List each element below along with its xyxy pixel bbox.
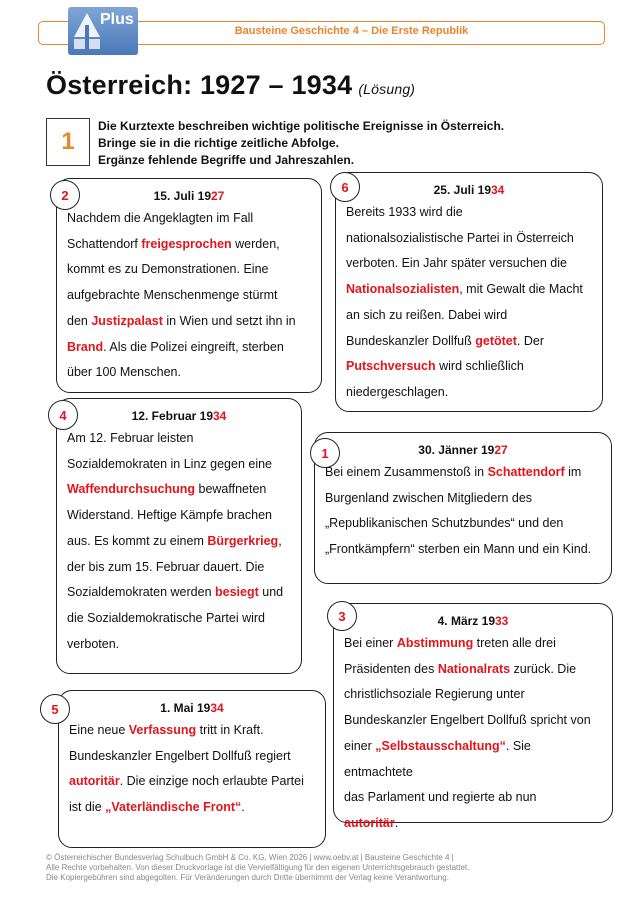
answer-term: Nationalsozialisten	[346, 282, 460, 297]
card-text	[315, 460, 611, 563]
answer-term: autoritär	[69, 774, 120, 789]
page-title-text: Österreich: 1927 – 1934	[46, 70, 353, 100]
answer-term: Schattendorf	[487, 465, 565, 479]
answer-term: „Vaterländische Front“	[105, 800, 242, 815]
text-segment: Sozialdemokraten in Linz gegen eine	[67, 456, 272, 471]
text-segment: aus. Es kommt zu einem	[67, 533, 208, 548]
event-card-1927-july	[56, 178, 322, 393]
text-segment: Bereits 1933 wird die	[346, 205, 463, 219]
card-line	[69, 718, 315, 744]
card-line	[69, 744, 315, 770]
text-segment: bewaffneten	[195, 482, 267, 497]
card-line	[67, 257, 311, 283]
text-segment: nationalsozialistische Partei in Österreich	[346, 230, 574, 245]
date-suffix: 27	[494, 443, 508, 457]
text-segment: Bei einer	[344, 636, 397, 650]
text-segment: einer	[344, 738, 376, 753]
card-line	[67, 529, 291, 555]
text-segment: an sich zu reißen. Dabei wird	[346, 307, 508, 322]
date-prefix: 15. Juli 19	[153, 189, 211, 203]
card-line	[346, 251, 592, 277]
card-text	[57, 426, 301, 657]
instruction-line: Ergänze fehlende Begriffe und Jahreszahlen.	[98, 153, 355, 167]
card-line	[67, 555, 291, 581]
triangle-logo-icon	[72, 11, 102, 51]
text-segment: kommt es zu Demonstrationen. Eine	[67, 262, 269, 277]
date-suffix: 27	[211, 189, 225, 203]
card-line	[67, 503, 291, 529]
card-text	[59, 718, 325, 821]
date-prefix: 30. Jänner 19	[418, 443, 495, 457]
text-segment: das Parlament und regierte ab nun	[344, 790, 537, 805]
text-segment: verboten.	[67, 636, 120, 651]
card-line	[67, 452, 291, 478]
text-segment: ,	[278, 533, 282, 548]
text-segment: tritt in Kraft.	[196, 723, 264, 737]
text-segment: .	[394, 815, 399, 830]
text-segment: ist die	[69, 800, 106, 815]
card-date	[59, 701, 325, 715]
card-line	[346, 354, 592, 380]
page-title	[46, 70, 415, 101]
card-line	[67, 283, 311, 309]
text-segment: Sozialdemokraten werden	[67, 585, 215, 600]
card-line	[67, 309, 311, 335]
card-line	[67, 232, 311, 258]
answer-term: freigesprochen	[141, 236, 232, 251]
card-date	[336, 183, 602, 197]
text-segment: Bundeskanzler Engelbert Dollfuß spricht von	[344, 713, 591, 728]
answer-term: Verfassung	[128, 723, 197, 737]
card-text	[336, 200, 602, 406]
date-prefix: 25. Juli 19	[433, 183, 491, 197]
card-line	[67, 606, 291, 632]
text-segment: treten alle drei	[473, 636, 556, 650]
text-segment: , mit Gewalt die Macht	[459, 282, 583, 297]
card-line	[325, 537, 601, 563]
text-segment: . Die einzige noch erlaubte Partei	[119, 774, 304, 789]
card-line	[344, 811, 602, 837]
card-line	[67, 335, 311, 361]
text-segment: die Sozialdemokratische Partei wird	[67, 610, 266, 625]
date-prefix: 12. Februar 19	[131, 409, 213, 423]
text-segment: verboten. Ein Jahr später versuchen die	[346, 256, 567, 271]
order-badge: 1	[310, 438, 340, 468]
card-line	[67, 426, 291, 452]
event-card-1933-march	[333, 603, 613, 830]
card-line	[67, 360, 311, 386]
text-segment: christlichsoziale Regierung unter	[344, 687, 525, 702]
card-line	[344, 708, 602, 734]
card-line	[344, 682, 602, 708]
answer-term: besiegt	[215, 585, 259, 600]
answer-term: Putschversuch	[346, 359, 436, 374]
card-line	[325, 460, 601, 486]
order-badge: 3	[327, 601, 357, 631]
text-segment: Burgenland zwischen Mitgliedern des	[325, 490, 533, 505]
header-title: Bausteine Geschichte 4 – Die Erste Republik	[234, 25, 469, 37]
date-suffix: 34	[210, 701, 224, 715]
answer-term: getötet	[475, 333, 517, 348]
task-instructions	[98, 118, 504, 169]
card-line	[69, 795, 315, 821]
card-line	[346, 380, 592, 406]
card-line	[346, 200, 592, 226]
text-segment: und	[258, 585, 284, 600]
card-line	[346, 303, 592, 329]
instruction-line: Die Kurztexte beschreiben wichtige politische Ereignisse in Österreich.	[98, 119, 505, 133]
card-line	[344, 785, 602, 811]
footer-line: Alle Rechte vorbehalten. Von dieser Druckvorlage ist die Vervielfältigung für den eigenen Unterrichtsgebrauch gestattet.	[46, 863, 470, 872]
text-segment: Eine neue	[69, 723, 129, 737]
footer-line: © Österreichischer Bundesverlag Schulbuch GmbH & Co. KG, Wien 2026 | www.oebv.at | Bausteine Geschichte 4 |	[46, 853, 454, 862]
order-badge: 5	[40, 694, 70, 724]
page-subtitle: (Lösung)	[358, 81, 416, 97]
card-line	[325, 511, 601, 537]
answer-term: Waffendurchsuchung	[67, 482, 196, 497]
text-segment: „Frontkämpfern“ sterben ein Mann und ein Kind.	[325, 542, 592, 557]
text-segment: Präsidenten des	[344, 661, 438, 676]
text-segment: wird schließlich	[435, 359, 524, 374]
card-text	[334, 631, 612, 837]
card-date	[315, 443, 611, 457]
order-badge: 4	[48, 400, 78, 430]
card-line	[69, 769, 315, 795]
text-segment: aufgebrachte Menschenmenge stürmt	[67, 288, 278, 303]
footer-line: Die Kopiergebühren sind abgegolten. Für Veränderungen durch Dritte übernimmt der Verlag keine Verantwortung.	[46, 873, 449, 882]
text-segment: in Wien und setzt ihn in	[162, 313, 296, 328]
event-card-1934-february	[56, 398, 302, 674]
answer-term: Bürgerkrieg	[207, 533, 279, 548]
text-segment: werden,	[231, 236, 280, 251]
date-suffix: 33	[495, 614, 509, 628]
card-date	[334, 614, 612, 628]
plus-logo	[68, 7, 138, 55]
order-badge: 2	[50, 180, 80, 210]
card-line	[67, 580, 291, 606]
answer-term: Justizpalast	[91, 313, 163, 328]
order-badge: 6	[330, 172, 360, 202]
text-segment: . Sie entmachtete	[344, 738, 531, 779]
text-segment: . Der	[516, 333, 544, 348]
task-number: 1	[46, 118, 90, 166]
card-line	[325, 486, 601, 512]
card-line	[346, 329, 592, 355]
event-card-1934-may	[58, 690, 326, 848]
text-segment: Bei einem Zusammenstoß in	[325, 465, 488, 479]
text-segment: .	[241, 800, 245, 815]
date-suffix: 34	[213, 409, 227, 423]
answer-term: Nationalrats	[437, 661, 511, 676]
text-segment: Am 12. Februar leisten	[67, 431, 194, 445]
logo-text: Plus	[100, 11, 134, 28]
text-segment: im	[564, 465, 582, 479]
text-segment: . Als die Polizei eingreift, sterben	[103, 339, 284, 354]
text-segment: der bis zum 15. Februar dauert. Die	[67, 559, 265, 574]
text-segment: Widerstand. Heftige Kämpfe brachen	[67, 508, 272, 523]
text-segment: Nachdem die Angeklagten im Fall	[67, 211, 254, 225]
card-line	[344, 734, 602, 785]
text-segment: Bundeskanzler Engelbert Dollfuß regiert	[69, 748, 291, 763]
card-date	[57, 189, 321, 203]
card-line	[344, 657, 602, 683]
card-line	[346, 277, 592, 303]
event-card-1934-july	[335, 172, 603, 412]
text-segment: zurück. Die	[510, 661, 577, 676]
card-date	[57, 409, 301, 423]
text-segment: niedergeschlagen.	[346, 384, 449, 399]
card-line	[67, 477, 291, 503]
answer-term: „Selbstausschaltung“	[375, 738, 506, 753]
text-segment: Bundeskanzler Dollfuß	[346, 333, 476, 348]
date-prefix: 1. Mai 19	[160, 701, 211, 715]
answer-term: Brand	[67, 339, 104, 354]
answer-term: autoritär	[344, 815, 395, 830]
text-segment: Schattendorf	[67, 236, 142, 251]
card-line	[67, 206, 311, 232]
date-suffix: 34	[491, 183, 505, 197]
card-line	[67, 632, 291, 658]
card-line	[344, 631, 602, 657]
copyright-footer	[46, 853, 606, 883]
card-text	[57, 206, 321, 386]
text-segment: über 100 Menschen.	[67, 365, 181, 380]
text-segment: den	[67, 313, 92, 328]
card-line	[346, 226, 592, 252]
text-segment: „Republikanischen Schutzbundes“ und den	[325, 516, 564, 531]
event-card-1927-january	[314, 432, 612, 584]
instruction-line: Bringe sie in die richtige zeitliche Abfolge.	[98, 136, 339, 150]
date-prefix: 4. März 19	[437, 614, 495, 628]
answer-term: Abstimmung	[396, 636, 474, 650]
